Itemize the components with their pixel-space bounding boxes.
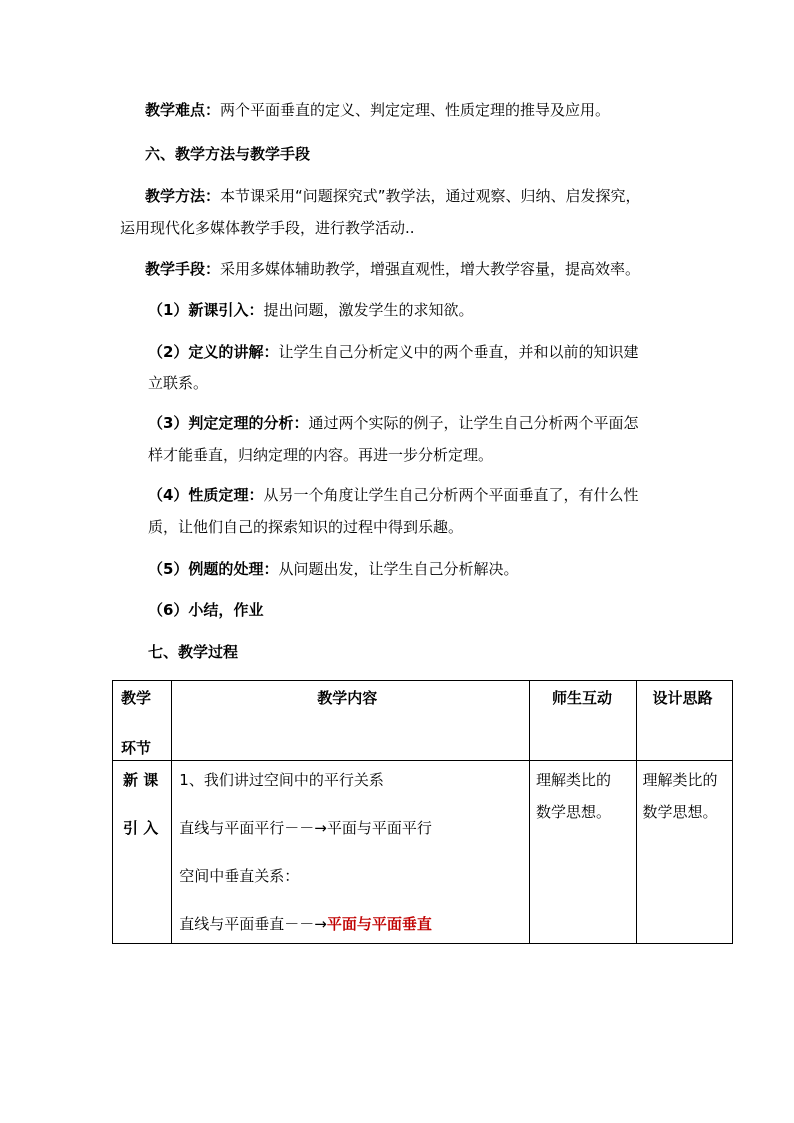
header-stage-line2: 环节 <box>121 739 152 757</box>
step-4 <box>148 485 638 505</box>
content-line4-highlight: 平面与平面垂直 <box>326 915 432 933</box>
section7-title: 七、教学过程 <box>148 643 239 661</box>
step-3-text-line1: 通过两个实际的例子，让学生自己分析两个平面怎 <box>308 414 639 432</box>
design-cell <box>636 761 733 944</box>
method-text-line2: 运用现代化多媒体教学手段，进行教学活动.. <box>120 219 415 237</box>
header-stage-cell <box>113 681 172 761</box>
step-5-text: 从问题出发，让学生自己分析解决。 <box>278 560 519 578</box>
interaction-line2: 数学思想。 <box>536 803 612 821</box>
table-row <box>113 761 733 944</box>
difficulty-text: 两个平面垂直的定义、判定定理、性质定理的推导及应用。 <box>220 101 611 119</box>
content-line2: 直线与平面平行－－→平面与平面平行 <box>179 819 432 837</box>
method-paragraph-line1 <box>145 186 641 206</box>
step-6: （6）小结，作业 <box>148 601 264 619</box>
step-4-label: （4）性质定理： <box>148 486 264 504</box>
design-line2: 数学思想。 <box>642 803 718 821</box>
table-header-row <box>113 681 733 761</box>
design-line1: 理解类比的 <box>642 771 718 789</box>
interaction-cell <box>530 761 637 944</box>
section6-title: 六、教学方法与教学手段 <box>145 145 311 163</box>
content-line3: 空间中垂直关系： <box>179 867 300 885</box>
method-label: 教学方法： <box>145 187 221 205</box>
interaction-line1: 理解类比的 <box>536 771 612 789</box>
step-1 <box>148 300 473 320</box>
step-4-text-line1: 从另一个角度让学生自己分析两个平面垂直了，有什么性 <box>263 486 639 504</box>
step-1-label: （1）新课引入： <box>148 301 264 319</box>
step-3-text-line2: 样才能垂直，归纳定理的内容。再进一步分析定理。 <box>148 446 494 464</box>
header-interaction: 师生互动 <box>552 689 613 707</box>
means-paragraph <box>145 259 640 279</box>
method-text-line1: 本节课采用“问题探究式”教学法，通过观察、归纳、启发探究， <box>220 187 641 205</box>
step-3-label: （3）判定定理的分析： <box>148 414 309 432</box>
header-content: 教学内容 <box>317 689 378 707</box>
header-stage-line1: 教学 <box>121 689 152 707</box>
content-line4 <box>179 913 432 934</box>
step-5 <box>148 559 518 579</box>
stage-line2: 引 入 <box>123 819 159 837</box>
content-cell <box>172 761 530 944</box>
means-label: 教学手段： <box>145 260 221 278</box>
content-line4-plain: 直线与平面垂直－－→ <box>179 915 327 933</box>
content-line1: 1、我们讲过空间中的平行关系 <box>179 771 384 789</box>
step-2-text-line1: 让学生自己分析定义中的两个垂直，并和以前的知识建 <box>278 343 639 361</box>
header-content-cell <box>172 681 530 761</box>
stage-cell <box>113 761 172 944</box>
step-2-text-line2: 立联系。 <box>148 374 209 392</box>
difficulty-paragraph <box>145 100 610 120</box>
means-text: 采用多媒体辅助教学，增强直观性，增大教学容量，提高效率。 <box>220 260 641 278</box>
header-interaction-cell <box>530 681 637 761</box>
step-3 <box>148 413 638 433</box>
step-2 <box>148 342 638 362</box>
stage-line1: 新 课 <box>123 771 159 789</box>
difficulty-label: 教学难点： <box>145 101 221 119</box>
step-5-label: （5）例题的处理： <box>148 560 279 578</box>
header-design: 设计思路 <box>652 689 713 707</box>
step-1-text: 提出问题，激发学生的求知欲。 <box>263 301 474 319</box>
teaching-process-table <box>112 680 733 944</box>
header-design-cell <box>636 681 733 761</box>
step-2-label: （2）定义的讲解： <box>148 343 279 361</box>
step-4-text-line2: 质，让他们自己的探索知识的过程中得到乐趣。 <box>148 518 464 536</box>
